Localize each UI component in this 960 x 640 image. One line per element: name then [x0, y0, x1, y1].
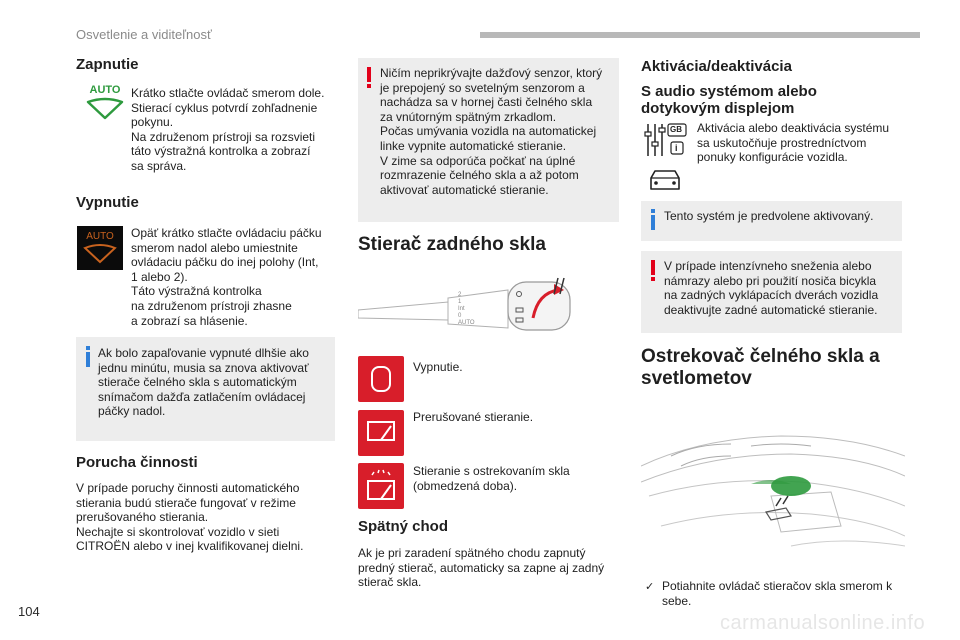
section-header: Osvetlenie a viditeľnosť — [76, 27, 212, 42]
auto-wiper-green-icon: AUTO — [84, 84, 126, 124]
car-front-icon — [645, 168, 685, 194]
warning-box-2-text: V prípade intenzívneho sneženia alebo námrazy alebo pri použití nosiča bicykla na zadných vyklápacích dverách vozidla deaktivujte zadné automatické stieranie. — [664, 259, 879, 317]
rear-wiper-washer-icon — [358, 463, 404, 509]
gb-label: GB — [670, 125, 682, 134]
rear-wiper-title: Stierač zadného skla — [358, 234, 546, 255]
warning-icon — [651, 260, 656, 282]
page-number: 104 — [18, 604, 40, 619]
vypnutie-text: Opäť krátko stlačte ovládaciu páčku smerom nadol alebo umiestnite ovládaciu páčku do inej polohy (Int, 1 alebo 2). Táto výstražná kontrolka na združenom prístroji zhasne a zobrazí sa hlásenie. — [131, 226, 322, 328]
rear-wiper-item-1: Vypnutie. — [413, 360, 463, 374]
rear-wiper-off-icon — [358, 356, 404, 402]
settings-sliders-icon — [643, 120, 689, 160]
washer-car-illustration — [641, 396, 905, 568]
warning-box-1-text: Ničím neprikrývajte dažďový senzor, ktorý je prepojený so svetelným senzorom a nachádza sa v hornej časti čelného skla za vnútorným spätným zrkadlom. Počas umývania vozidla na automatickej linke vypnite automatické stieranie. V zime sa odporúča počkať na úplné rozmrazenie čelného skla a až potom aktivovať automatické stieranie. — [380, 66, 603, 197]
activation-subtitle: S audio systémom alebo dotykovým displejom — [641, 83, 817, 117]
stalk-position-labels: 2 1 Int 0 AUTO — [458, 292, 475, 326]
porucha-text: V prípade poruchy činnosti automatického stierania budú stierače fungovať v režime prerušovaného stierania. Nechajte si skontrolovať vozidlo v sieti CITROËN alebo v inej kvalifikovanej dielni. — [76, 481, 304, 554]
zapnutie-title: Zapnutie — [76, 56, 139, 73]
watermark: carmanualsonline.info — [720, 612, 926, 634]
info-box-1-text: Ak bolo zapaľovanie vypnuté dlhšie ako jednu minútu, musia sa znova aktivovať stierače čelného skla s automatickým snímačom dažďa zatlačením ovládacej páčky nadol. — [98, 346, 309, 419]
washer-text: Potiahnite ovládač stieračov skla smerom k sebe. — [662, 579, 893, 608]
rear-wiper-item-2: Prerušované stieranie. — [413, 410, 534, 424]
washer-title: Ostrekovač čelného skla a svetlometov — [641, 346, 880, 389]
reverse-title: Spätný chod — [358, 518, 449, 535]
rear-wiper-item-3: Stieranie s ostrekovaním skla (obmedzená doba). — [413, 464, 570, 493]
activation-title: Aktivácia/deaktivácia — [641, 58, 792, 75]
rear-wiper-stalk-illustration — [358, 268, 584, 344]
warning-icon — [367, 67, 372, 89]
rear-wiper-intermittent-icon — [358, 410, 404, 456]
info-icon — [86, 346, 91, 368]
auto-wiper-off-icon: AUTO — [77, 226, 123, 270]
bullet-marker: ✓ — [645, 581, 655, 593]
activation-text: Aktivácia alebo deaktivácia systému sa uskutočňuje prostredníctvom ponuky konfigurácie vozidla. — [697, 121, 890, 165]
info-box-2-text: Tento systém je predvolene aktivovaný. — [664, 209, 874, 223]
reverse-text: Ak je pri zaradení spätného chodu zapnutý predný stierač, automaticky sa zapne aj zadný stierač skla. — [358, 546, 605, 590]
vypnutie-title: Vypnutie — [76, 194, 139, 211]
info-icon — [651, 209, 656, 231]
porucha-title: Porucha činnosti — [76, 454, 198, 471]
header-bar — [480, 32, 920, 38]
zapnutie-text: Krátko stlačte ovládač smerom dole. Stierací cyklus potvrdí zohľadnenie pokynu. Na združenom prístroji sa rozsvieti táto výstražná kontrolka a zobrazí sa správa. — [131, 86, 325, 173]
i-label: i — [675, 143, 678, 153]
